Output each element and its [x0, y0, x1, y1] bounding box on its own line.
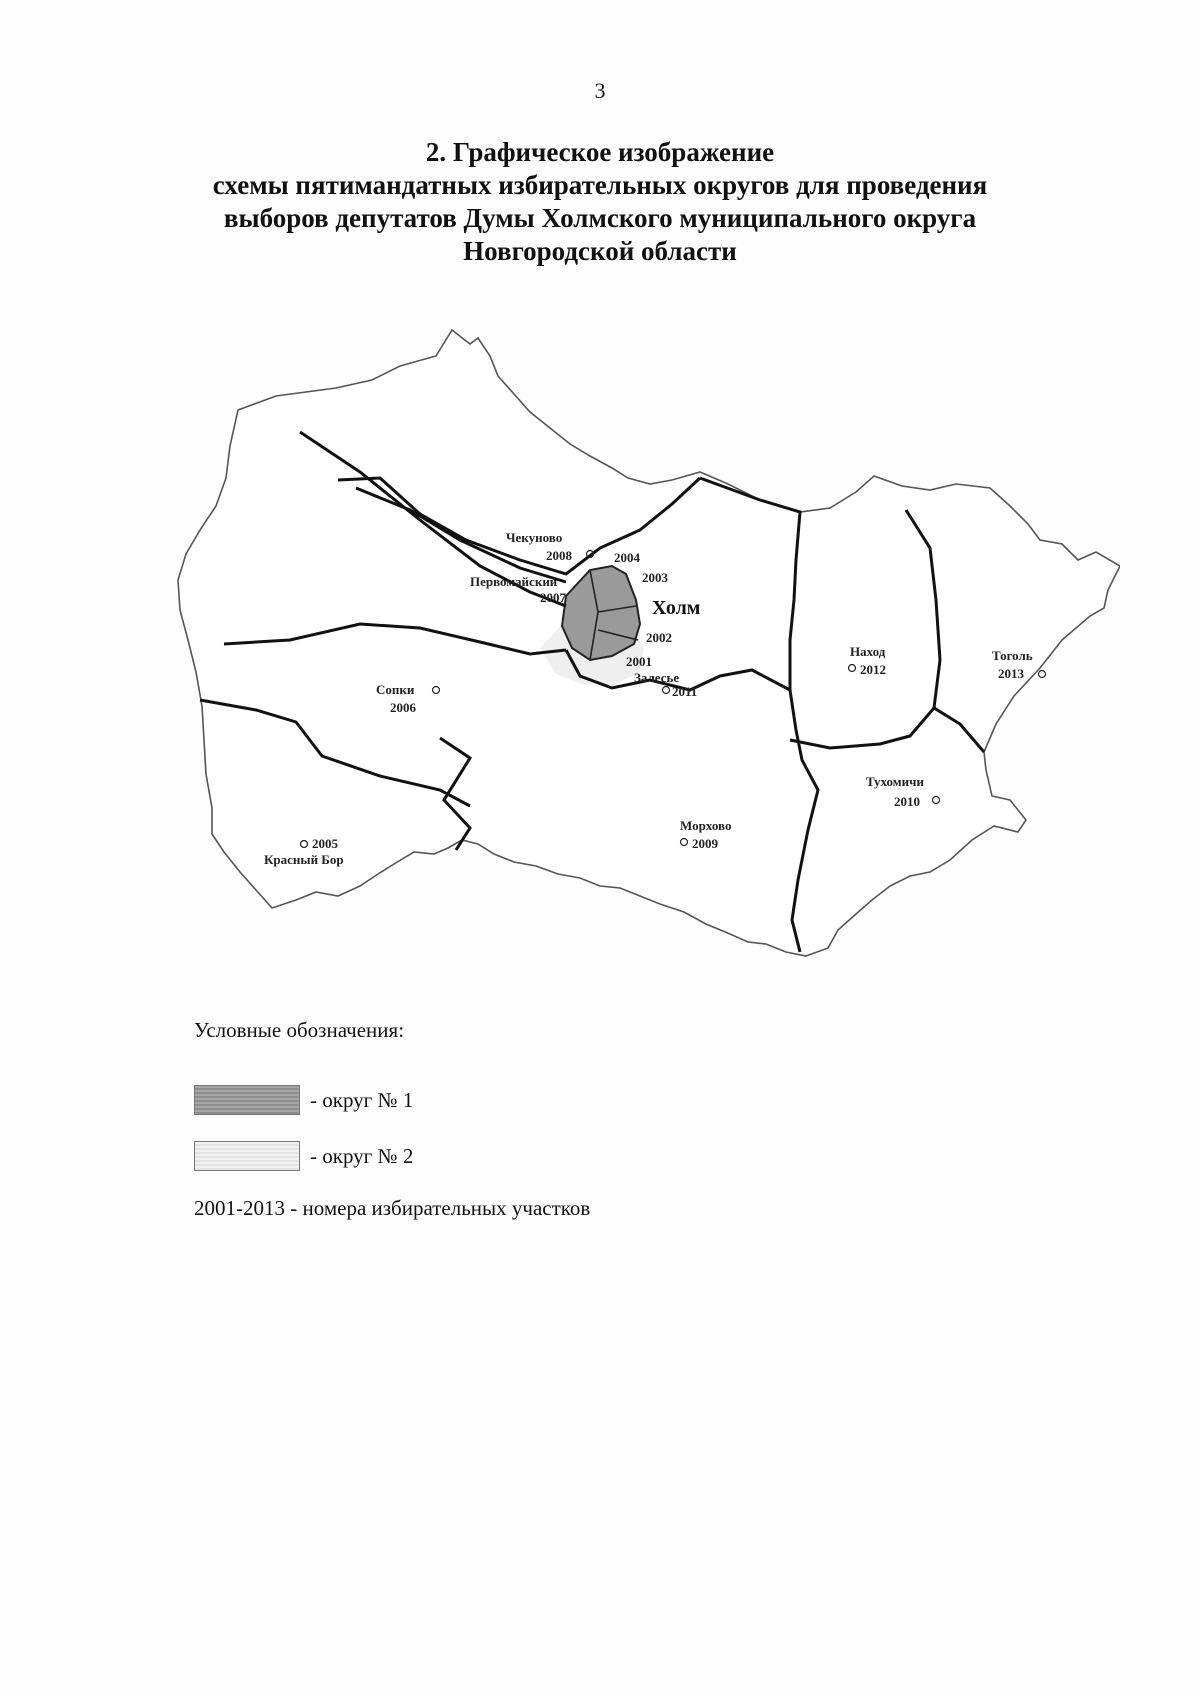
place-tukhomichi-code: 2010	[894, 794, 920, 809]
place-pervomaysky-name: Первомайский	[470, 574, 558, 589]
title-line-2: схемы пятимандатных избирательных округов для проведения	[212, 170, 988, 200]
legend-item-district-1	[194, 1084, 413, 1116]
title-line-3: выборов депутатов Думы Холмского муниципального округа	[223, 203, 977, 233]
page-number: 3	[594, 78, 606, 103]
place-sopki-code: 2006	[390, 700, 416, 715]
legend-precinct-range: 2001-2013	[194, 1196, 285, 1220]
place-krasny-bor-code: 2005	[312, 836, 338, 851]
legend-label-district-2: - округ № 2	[310, 1143, 414, 1168]
place-morkhovo-name: Морхово	[680, 818, 732, 833]
legend-title: Условные обозначения:	[194, 1018, 405, 1042]
place-togol-marker	[1039, 671, 1046, 678]
title-line-1: 2. Графическое изображение	[425, 137, 775, 167]
place-chekunovo-name: Чекуново	[506, 530, 563, 545]
place-krasny-bor-name: Красный Бор	[264, 852, 344, 867]
place-chekunovo-code: 2008	[546, 548, 572, 563]
legend-label-district-1: - округ № 1	[310, 1087, 414, 1112]
precinct-2002: 2002	[646, 630, 672, 645]
document-title	[0, 136, 1200, 268]
legend-precinct-note	[194, 1196, 590, 1221]
place-togol-code: 2013	[998, 666, 1024, 681]
precinct-2004: 2004	[614, 550, 640, 565]
precinct-2001: 2001	[626, 654, 652, 669]
legend-item-district-2	[194, 1140, 413, 1172]
precinct-2003: 2003	[642, 570, 668, 585]
place-togol-name: Тоголь	[992, 648, 1033, 663]
legend-swatch-district-1	[194, 1085, 300, 1115]
place-sopki-name: Сопки	[376, 682, 415, 697]
legend-precinct-text: - номера избирательных участков	[290, 1196, 591, 1220]
place-nakhod-name: Наход	[850, 644, 886, 659]
legend-swatch-district-2	[194, 1141, 300, 1171]
title-line-4: Новгородской области	[463, 236, 737, 266]
city-kholm: Холм	[652, 597, 701, 619]
place-tukhomichi-name: Тухомичи	[866, 774, 924, 789]
place-zalesye-code: 2011	[672, 684, 698, 699]
place-morkhovo-code: 2009	[692, 836, 718, 851]
place-nakhod-code: 2012	[860, 662, 886, 677]
place-zalesye-name: Залесье	[634, 670, 680, 685]
district-map	[160, 320, 1120, 960]
place-pervomaysky-code: 2007	[540, 590, 566, 605]
